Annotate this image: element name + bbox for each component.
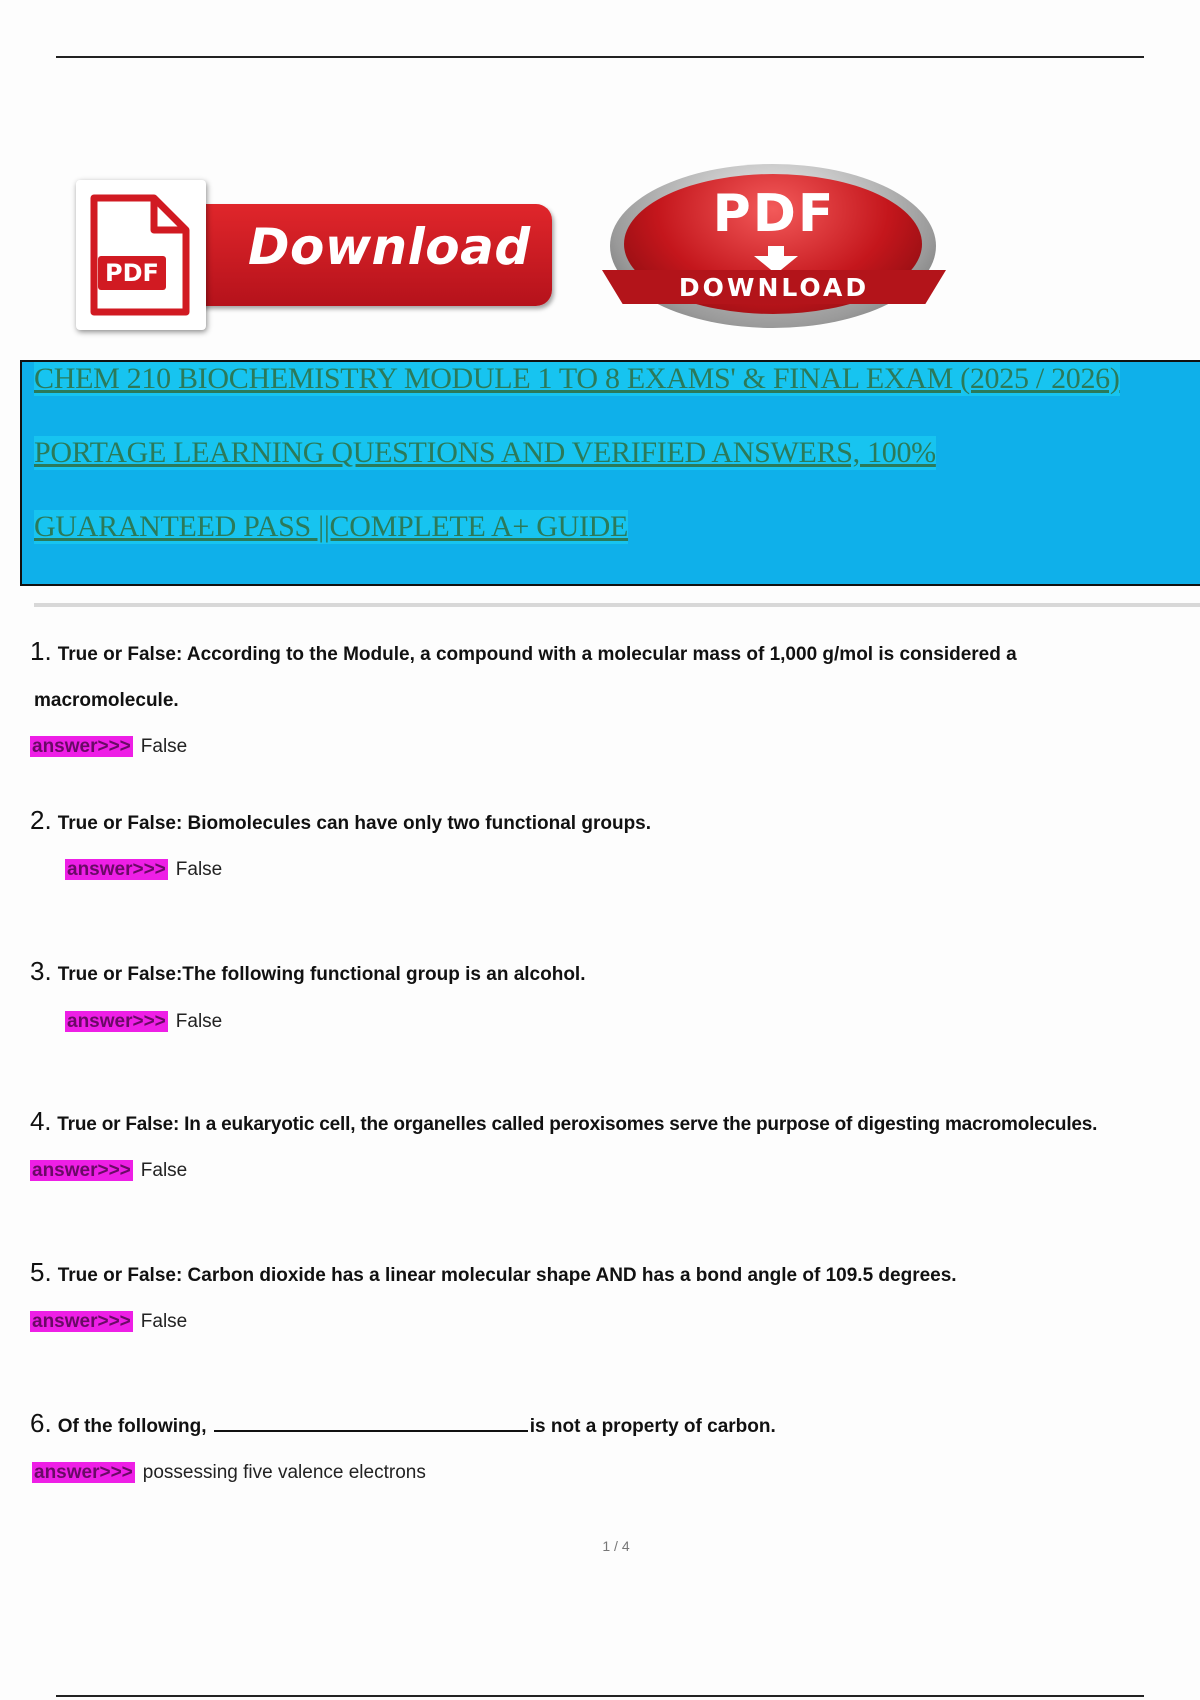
question-text: True or False: In a eukaryotic cell, the organelles called peroxisomes serve the purpose of digesting macromolecules. xyxy=(57,1114,1098,1135)
question-6 xyxy=(30,1408,776,1439)
bottom-rule xyxy=(56,1695,1144,1697)
answer-6 xyxy=(32,1462,426,1484)
question-1 xyxy=(30,636,1017,667)
answer-text: False xyxy=(140,1311,188,1332)
answer-tag: answer>>> xyxy=(67,1011,166,1032)
answer-tag: answer>>> xyxy=(32,1160,131,1181)
question-text: True or False: Carbon dioxide has a linear molecular shape AND has a bond angle of 109.5 degrees. xyxy=(57,1265,957,1286)
download-pdf-badge[interactable] xyxy=(72,178,552,334)
question-2 xyxy=(30,805,651,836)
answer-text: False xyxy=(175,1011,223,1032)
title-line-3: GUARANTEED PASS ||COMPLETE A+ GUIDE xyxy=(34,510,629,543)
answer-text: False xyxy=(140,736,188,757)
answer-tag: answer>>> xyxy=(67,859,166,880)
answer-tag: answer>>> xyxy=(32,736,131,757)
answer-tag: answer>>> xyxy=(34,1462,133,1483)
download-label: Download xyxy=(248,218,531,276)
page-number: 1 / 4 xyxy=(602,1538,630,1554)
separator xyxy=(34,603,1200,607)
answer-text: possessing five valence electrons xyxy=(142,1462,426,1483)
question-3 xyxy=(30,956,586,987)
title-line-2: PORTAGE LEARNING QUESTIONS AND VERIFIED ANSWERS, 100% xyxy=(34,436,936,469)
question-text: True or False:The following functional group is an alcohol. xyxy=(57,964,586,985)
answer-tag: answer>>> xyxy=(32,1311,131,1332)
question-4 xyxy=(30,1106,1097,1137)
question-text-before: Of the following, xyxy=(57,1416,207,1437)
document-title-box xyxy=(20,360,1200,586)
fill-in-blank xyxy=(214,1414,528,1432)
pdf-file-icon xyxy=(76,180,206,330)
oval-pdf-label: PDF xyxy=(712,184,836,244)
question-number: 6. xyxy=(30,1408,52,1438)
question-text: True or False: Biomolecules can have only two functional groups. xyxy=(57,813,652,834)
answer-4 xyxy=(30,1160,187,1182)
answer-text: False xyxy=(140,1160,188,1181)
question-number: 4. xyxy=(30,1106,52,1136)
answer-3 xyxy=(65,1011,222,1033)
answer-text: False xyxy=(175,859,223,880)
pdf-download-button[interactable] xyxy=(604,160,944,332)
download-arrow-icon xyxy=(754,246,798,274)
question-number: 3. xyxy=(30,956,52,986)
question-number: 1. xyxy=(30,636,52,666)
question-text-after: is not a property of carbon. xyxy=(529,1416,776,1437)
top-rule xyxy=(56,56,1144,58)
answer-2 xyxy=(65,859,222,881)
pdf-tag: PDF xyxy=(98,256,166,290)
question-text: True or False: According to the Module, a compound with a molecular mass of 1,000 g/mol is considered a xyxy=(57,644,1017,665)
answer-5 xyxy=(30,1311,187,1333)
title-line-1: CHEM 210 BIOCHEMISTRY MODULE 1 TO 8 EXAMS' & FINAL EXAM (2025 / 2026) xyxy=(34,362,1120,395)
oval-download-label: DOWNLOAD xyxy=(678,273,870,302)
question-1-continuation: macromolecule. xyxy=(34,690,179,711)
answer-1 xyxy=(30,736,187,758)
question-5 xyxy=(30,1257,957,1288)
question-number: 2. xyxy=(30,805,52,835)
question-number: 5. xyxy=(30,1257,52,1287)
